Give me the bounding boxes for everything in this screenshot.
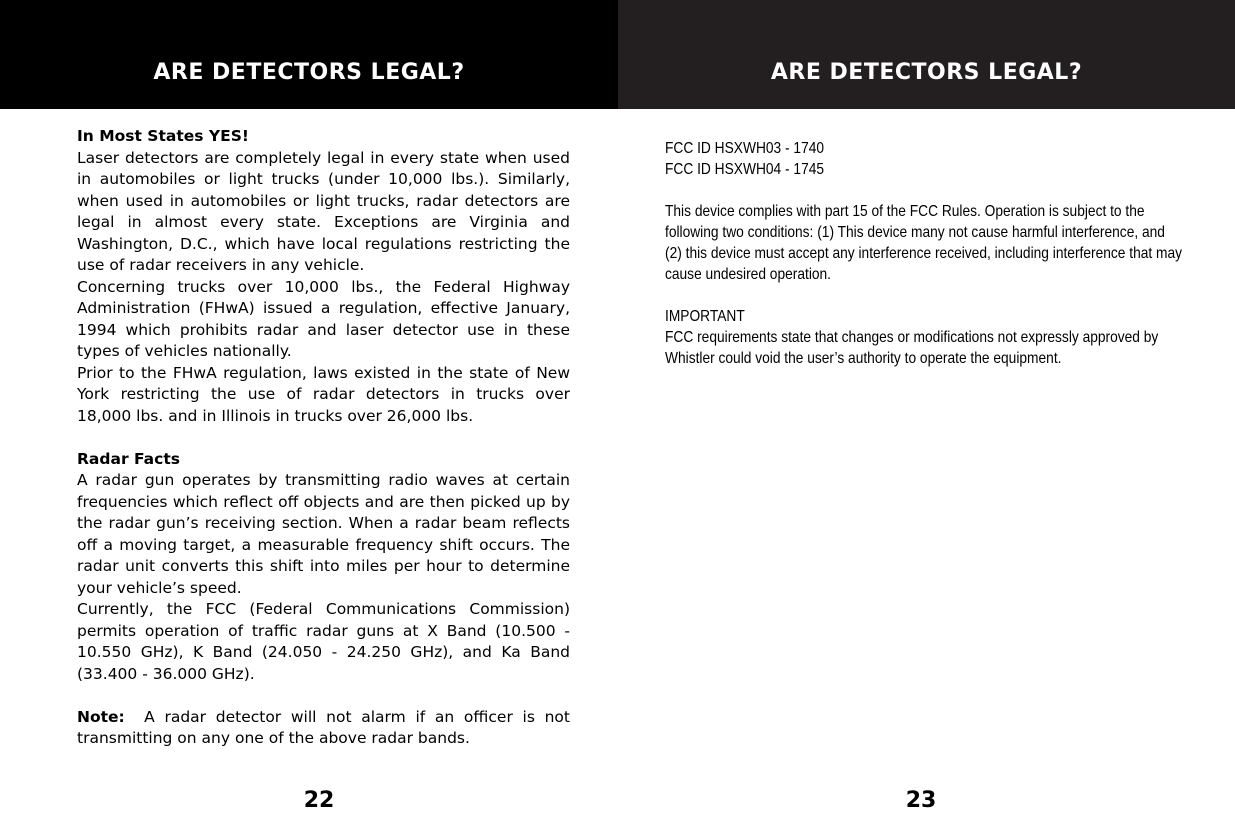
note-text: A radar detector will not alarm if an officer is not transmitting on any one of the above radar bands.: [77, 707, 570, 747]
left-page-body: [77, 126, 570, 750]
right-page: [618, 0, 1235, 813]
spacer: [77, 427, 570, 449]
paragraph-prior-laws: Prior to the FHwA regulation, laws existed in the state of New York restricting the use of radar detectors in trucks over 18,000 lbs. and in Illinois in trucks over 26,000 lbs.: [77, 363, 570, 425]
important-label: IMPORTANT: [665, 308, 745, 325]
important-statement: FCC requirements state that changes or modifications not expressly approved by Whistler could void the user’s authority to operate the equipment.: [665, 329, 1159, 367]
right-page-header: [618, 0, 1235, 109]
paragraph-laser-legality: Laser detectors are completely legal in every state when used in automobiles or light trucks (under 10,000 lbs.). Similarly, when used in automobiles or light trucks, radar detectors are legal in almost every state. Exceptions are Virginia and Washington, D.C., which have local regulations restricting the use of radar receivers in any vehicle.: [77, 148, 570, 274]
section-heading-legality: In Most States YES!: [77, 127, 249, 145]
page-number-left: 22: [303, 788, 335, 813]
page-number-right: 23: [905, 788, 937, 813]
spacer: [665, 285, 1185, 306]
right-page-title: ARE DETECTORS LEGAL?: [770, 60, 1083, 85]
spacer: [77, 685, 570, 707]
compliance-statement: This device complies with part 15 of the FCC Rules. Operation is subject to the following two conditions: (1) This device many not cause harmful interference, and (2) this device must accept any interference received, including interference that may cause undesired operation.: [665, 203, 1183, 283]
paragraph-trucks-regulation: Concerning trucks over 10,000 lbs., the Federal Highway Administration (FHwA) issued a regulation, effective January, 1994 which prohibits radar and laser detector use in these types of vehicles nationally.: [77, 277, 570, 360]
section-heading-radar-facts: Radar Facts: [77, 449, 180, 468]
right-page-body: [665, 138, 1185, 369]
spacer: [665, 180, 1185, 201]
note-label: Note:: [77, 707, 125, 726]
fcc-id-line-1: FCC ID HSXWH03 - 1740: [665, 140, 825, 157]
note-paragraph: [77, 707, 570, 750]
left-page-header: [0, 0, 618, 109]
left-page-title: ARE DETECTORS LEGAL?: [153, 60, 465, 85]
fcc-id-line-2: FCC ID HSXWH04 - 1745: [665, 161, 825, 178]
paragraph-fcc-bands: Currently, the FCC (Federal Communications Commission) permits operation of traffic radar guns at X Band (10.500 - 10.550 GHz), K Band (24.050 - 24.250 GHz), and Ka Band (33.400 - 36.000 GHz).: [77, 600, 570, 683]
paragraph-radar-gun: A radar gun operates by transmitting radio waves at certain frequencies which reflect off objects and are then picked up by the radar gun’s receiving section. When a radar beam reflects off a moving target, a measurable frequency shift occurs. The radar unit converts this shift into miles per hour to determine your vehicle’s speed.: [77, 471, 570, 597]
